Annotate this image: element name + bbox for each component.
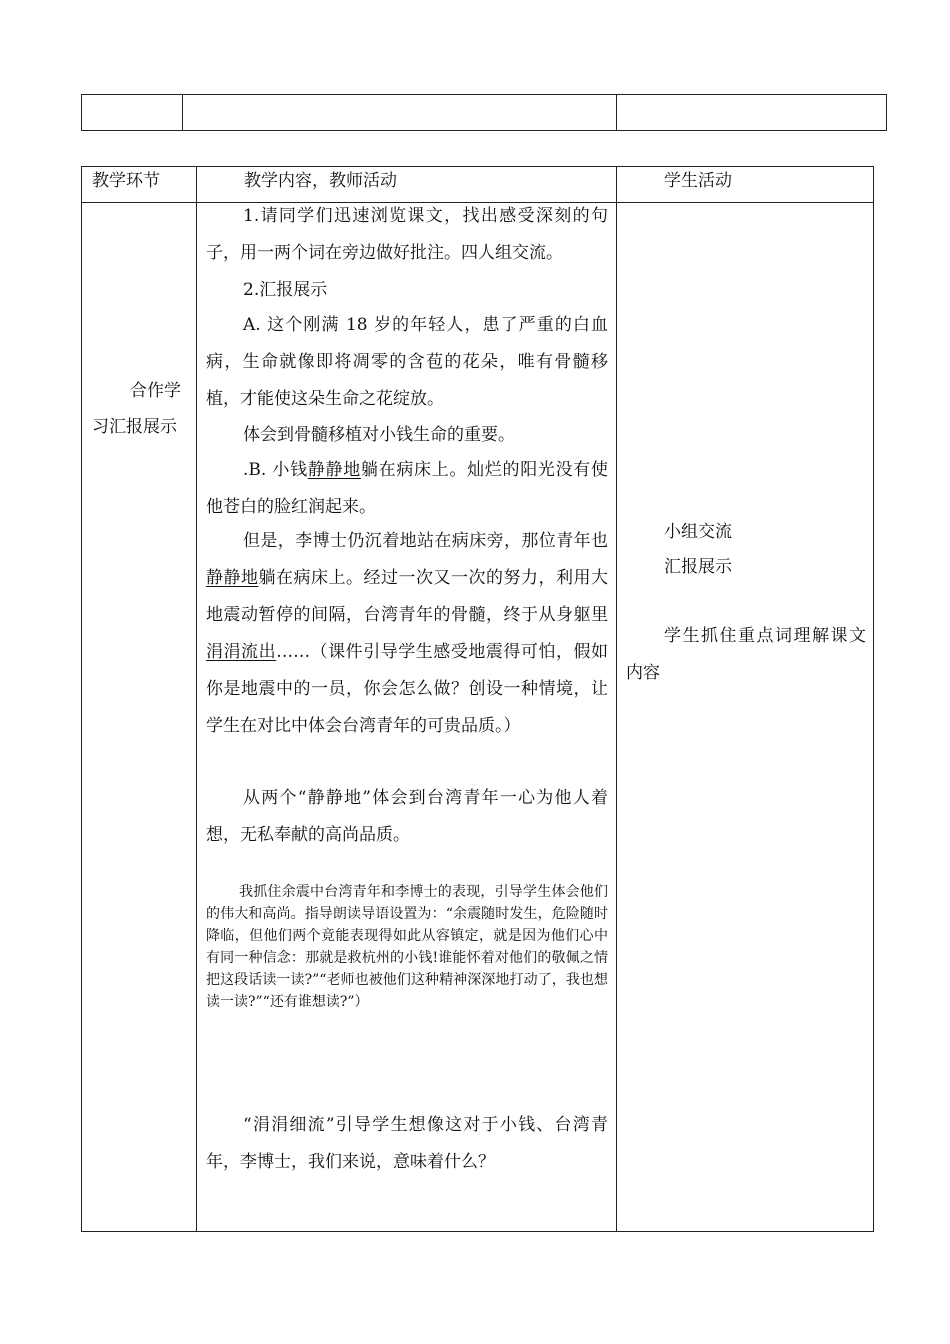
top-table-divider xyxy=(182,94,183,131)
underlined-phrase: 静静地 xyxy=(206,568,259,588)
column-divider xyxy=(616,166,617,1232)
content-paragraph: 体会到骨髓移植对小钱生命的重要。 xyxy=(243,425,515,445)
section-label-line1: 合作学 xyxy=(130,381,181,401)
header-teaching-content: 教学内容，教师活动 xyxy=(244,171,397,191)
content-paragraph: A. 这个刚满 18 岁的年轻人，患了严重的白血病，生命就像即将凋零的含苞的花朵，唯有骨髓移植，才能使这朵生命之花绽放。 xyxy=(206,315,608,409)
student-activity-item: 小组交流 xyxy=(664,522,732,542)
top-table-divider xyxy=(616,94,617,131)
header-student-activity: 学生活动 xyxy=(664,171,732,191)
student-activity-item: 汇报展示 xyxy=(664,557,732,577)
underlined-phrase: 静静地 xyxy=(307,460,361,480)
column-divider xyxy=(196,166,197,1232)
student-activity-paragraph: 学生抓住重点词理解课文内容 xyxy=(626,626,866,683)
content-paragraph: 但是，李博士仍沉着地站在病床旁，那位青年也静静地躺在病床上。经过一次又一次的努力，利用大地震动暂停的间隔，台湾青年的骨髓，终于从身躯里涓涓流出……（课件引导学生感受地震得可怕，假如你是地震中的一员，你会怎么做？创设一种情境，让学生在对比中体会台湾青年的可贵品质。） xyxy=(206,531,609,736)
content-paragraph-small: 我抓住余震中台湾青年和李博士的表现，引导学生体会他们的伟大和高尚。指导朗读导语设置为：“余震随时发生，危险随时降临，但他们两个竟能表现得如此从容镇定，就是因为他们心中有同一种信念：那就是救杭州的小钱!谁能怀着对他们的敬佩之情把这段话读一读?”“老师也被他们这种精神深深地打动了，我也想读一读?”“还有谁想读?”） xyxy=(206,884,608,1010)
top-table xyxy=(81,94,887,131)
underlined-phrase: 涓涓流出 xyxy=(206,642,277,662)
header-teaching-stage: 教学环节 xyxy=(92,171,160,191)
content-paragraph: 1.请同学们迅速浏览课文，找出感受深刻的句子，用一两个词在旁边做好批注。四人组交流。 xyxy=(206,206,608,263)
section-label-line2: 习汇报展示 xyxy=(92,417,177,437)
content-paragraph: 2.汇报展示 xyxy=(243,280,328,300)
content-paragraph: “涓涓细流”引导学生想像这对于小钱、台湾青年，李博士，我们来说，意味着什么？ xyxy=(206,1115,608,1172)
content-paragraph: 从两个“静静地”体会到台湾青年一心为他人着想，无私奉献的高尚品质。 xyxy=(206,788,608,845)
content-paragraph: .B. 小钱静静地躺在病床上。灿烂的阳光没有使他苍白的脸红润起来。 xyxy=(206,460,609,517)
